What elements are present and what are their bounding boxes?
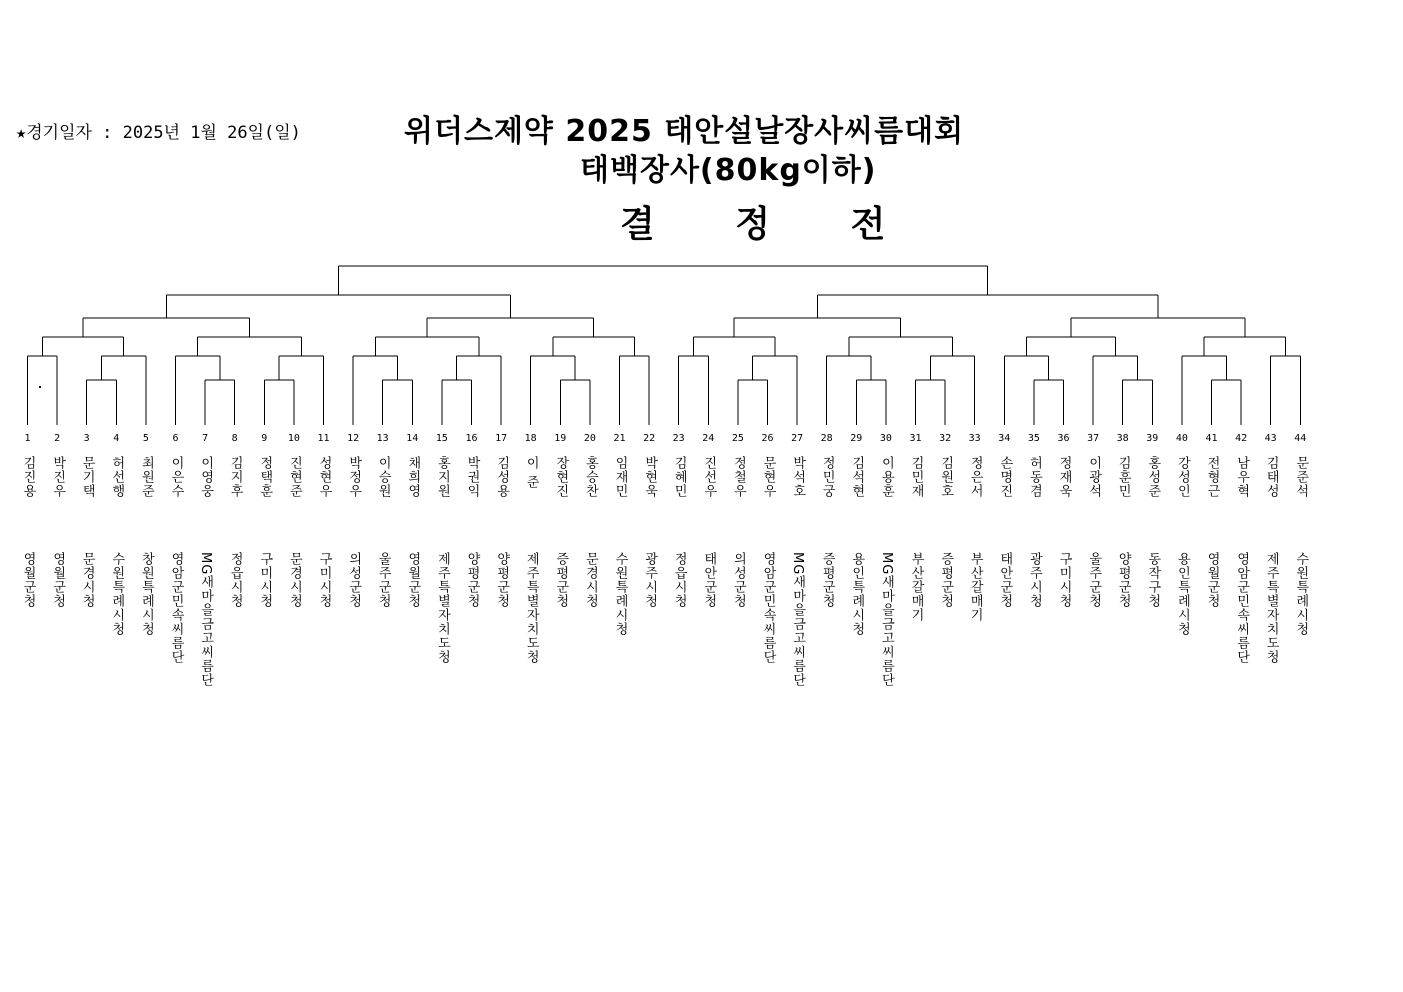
competitor-name: 장현진	[553, 456, 569, 498]
competitor-name: 홍성준	[1145, 456, 1161, 498]
seed-number: 11	[317, 433, 330, 444]
seed-number: 22	[643, 433, 656, 444]
competitor-name: 문기택	[79, 456, 95, 498]
seed-number: 1	[24, 433, 31, 444]
seed-number: 17	[495, 433, 508, 444]
competitor-name: 진선우	[701, 456, 717, 498]
competitor-team: 구미시청	[1056, 552, 1072, 608]
competitor-team: MG새마을금고씨름단	[878, 552, 894, 688]
seed-number: 20	[583, 433, 596, 444]
competitor-team: 문경시청	[286, 552, 302, 608]
seed-number: 9	[261, 433, 268, 444]
seed-number: 37	[1087, 433, 1100, 444]
seed-number: 16	[465, 433, 478, 444]
round-heading: 결 정 전	[620, 203, 920, 245]
match-date: ★경기일자 : 2025년 1월 26일(일)	[16, 123, 301, 143]
competitor-team: 부산갈매기	[967, 552, 983, 622]
competitor-team: 수원특례시청	[612, 552, 628, 636]
competitor-name: 채희영	[405, 456, 421, 498]
competitor-team: 문경시청	[79, 552, 95, 608]
seed-number: 30	[879, 433, 892, 444]
seed-number: 3	[83, 433, 90, 444]
competitor-name: 정재욱	[1056, 456, 1072, 498]
competitor-name: 김진용	[20, 456, 36, 498]
seed-number: 40	[1175, 433, 1188, 444]
seed-number: 19	[554, 433, 567, 444]
weight-class-title: 태백장사(80kg이하)	[580, 153, 877, 188]
competitor-name: 남우혁	[1234, 456, 1250, 498]
seed-number: 39	[1146, 433, 1159, 444]
competitor-name: 이은수	[168, 456, 184, 498]
competitor-name: 정철우	[730, 456, 746, 498]
seed-number: 27	[791, 433, 804, 444]
seed-number: 32	[939, 433, 952, 444]
competitor-team: 영암군민속씨름단	[760, 552, 776, 664]
competitor-team: 수원특례시청	[109, 552, 125, 636]
seed-number: 43	[1264, 433, 1277, 444]
competitor-team: 용인특례시청	[849, 552, 865, 636]
competitor-name: 박정우	[346, 456, 362, 498]
competitor-name: 김석현	[849, 456, 865, 498]
competitor-name: 김성용	[494, 456, 510, 498]
seed-number: 24	[702, 433, 715, 444]
competitor-name: 임재민	[612, 456, 628, 498]
competitor-team: 의성군청	[730, 552, 746, 608]
seed-number: 10	[287, 433, 300, 444]
competitor-name: 김태성	[1263, 456, 1279, 498]
competitor-team: 정읍시청	[671, 552, 687, 608]
seed-number: 35	[1027, 433, 1040, 444]
seed-number: 6	[172, 433, 179, 444]
competitor-team: 영월군청	[1204, 552, 1220, 608]
competitor-name: 정은서	[967, 456, 983, 498]
competitor-team: 제주특별자치도청	[1263, 552, 1279, 664]
competitor-name: 진현준	[286, 456, 302, 498]
competitor-name: 전형근	[1204, 456, 1220, 498]
competitor-team: MG새마을금고씨름단	[198, 552, 214, 688]
competitor-team: 창원특례시청	[138, 552, 154, 636]
competitor-name: 이용훈	[878, 456, 894, 498]
tournament-title: 위더스제약 2025 태안설날장사씨름대회	[404, 114, 965, 149]
competitor-team: 의성군청	[346, 552, 362, 608]
competitor-team: 광주시청	[1026, 552, 1042, 608]
competitor-team: 영월군청	[20, 552, 36, 608]
competitor-name: 이승원	[375, 456, 391, 498]
seed-number: 7	[202, 433, 209, 444]
competitor-name: 김혜민	[671, 456, 687, 498]
competitor-name: 김원호	[938, 456, 954, 498]
competitor-name: 문현우	[760, 456, 776, 498]
seed-number: 42	[1235, 433, 1248, 444]
seed-number: 26	[761, 433, 774, 444]
competitor-name: 강성인	[1174, 456, 1190, 498]
competitor-team: 영암군민속씨름단	[1234, 552, 1250, 664]
competitor-name: 김훈민	[1115, 456, 1131, 498]
seed-number: 36	[1057, 433, 1070, 444]
competitor-team: 영월군청	[405, 552, 421, 608]
competitor-name: 이광석	[1086, 456, 1102, 498]
competitor-team: 광주시청	[642, 552, 658, 608]
seed-number: 34	[998, 433, 1011, 444]
competitor-name: 박권익	[464, 456, 480, 498]
competitor-name: 김민재	[908, 456, 924, 498]
competitor-team: 동작구청	[1145, 552, 1161, 608]
competitor-name: 문준석	[1293, 456, 1309, 498]
competitor-name: 박현욱	[642, 456, 658, 498]
competitor-name: 최원준	[138, 456, 154, 498]
competitor-name: 박석호	[790, 456, 806, 498]
competitor-team: MG새마을금고씨름단	[790, 552, 806, 688]
competitor-team: 영암군민속씨름단	[168, 552, 184, 664]
competitor-name: 허선행	[109, 456, 125, 498]
competitor-team: 증평군청	[819, 552, 835, 608]
competitor-team: 제주특별자치도청	[523, 552, 539, 664]
seed-number: 5	[142, 433, 149, 444]
competitor-name: 홍승찬	[582, 456, 598, 498]
competitor-name: 이 준	[523, 456, 539, 490]
competitor-team: 문경시청	[582, 552, 598, 608]
seed-number: 28	[820, 433, 833, 444]
seed-number: 15	[435, 433, 448, 444]
seed-number: 14	[406, 433, 419, 444]
competitor-team: 증평군청	[553, 552, 569, 608]
competitor-team: 울주군청	[375, 552, 391, 608]
competitor-team: 태안군청	[701, 552, 717, 608]
competitor-team: 용인특례시청	[1174, 552, 1190, 636]
competitor-team: 양평군청	[1115, 552, 1131, 608]
competitor-team: 증평군청	[938, 552, 954, 608]
seed-number: 33	[968, 433, 981, 444]
competitor-team: 울주군청	[1086, 552, 1102, 608]
seed-number: 12	[347, 433, 360, 444]
seed-number: 21	[613, 433, 626, 444]
competitor-team: 양평군청	[494, 552, 510, 608]
competitor-name: 홍지원	[434, 456, 450, 498]
competitor-team: 구미시청	[316, 552, 332, 608]
seed-number: 23	[672, 433, 685, 444]
competitor-team: 구미시청	[257, 552, 273, 608]
seed-number: 41	[1205, 433, 1218, 444]
seed-number: 4	[113, 433, 120, 444]
seed-number: 29	[850, 433, 863, 444]
competitor-name: 허동겸	[1026, 456, 1042, 498]
competitor-name: 김지후	[227, 456, 243, 498]
seed-number: 13	[376, 433, 389, 444]
competitor-team: 제주특별자치도청	[434, 552, 450, 664]
competitor-team: 수원특례시청	[1293, 552, 1309, 636]
competitor-name: 박진우	[50, 456, 66, 498]
bracket-mark	[39, 386, 41, 388]
competitor-name: 정민궁	[819, 456, 835, 498]
seed-number: 18	[524, 433, 537, 444]
seed-number: 8	[231, 433, 238, 444]
seed-number: 31	[909, 433, 922, 444]
competitor-name: 손명진	[997, 456, 1013, 498]
competitor-team: 태안군청	[997, 552, 1013, 608]
competitor-name: 이영웅	[198, 456, 214, 498]
seed-number: 44	[1294, 433, 1307, 444]
competitor-team: 정읍시청	[227, 552, 243, 608]
seed-number: 2	[54, 433, 61, 444]
seed-number: 25	[731, 433, 744, 444]
seed-number: 38	[1116, 433, 1129, 444]
competitor-name: 정택훈	[257, 456, 273, 498]
competitor-team: 영월군청	[50, 552, 66, 608]
competitor-team: 부산갈매기	[908, 552, 924, 622]
competitor-name: 성현우	[316, 456, 332, 498]
competitor-team: 양평군청	[464, 552, 480, 608]
